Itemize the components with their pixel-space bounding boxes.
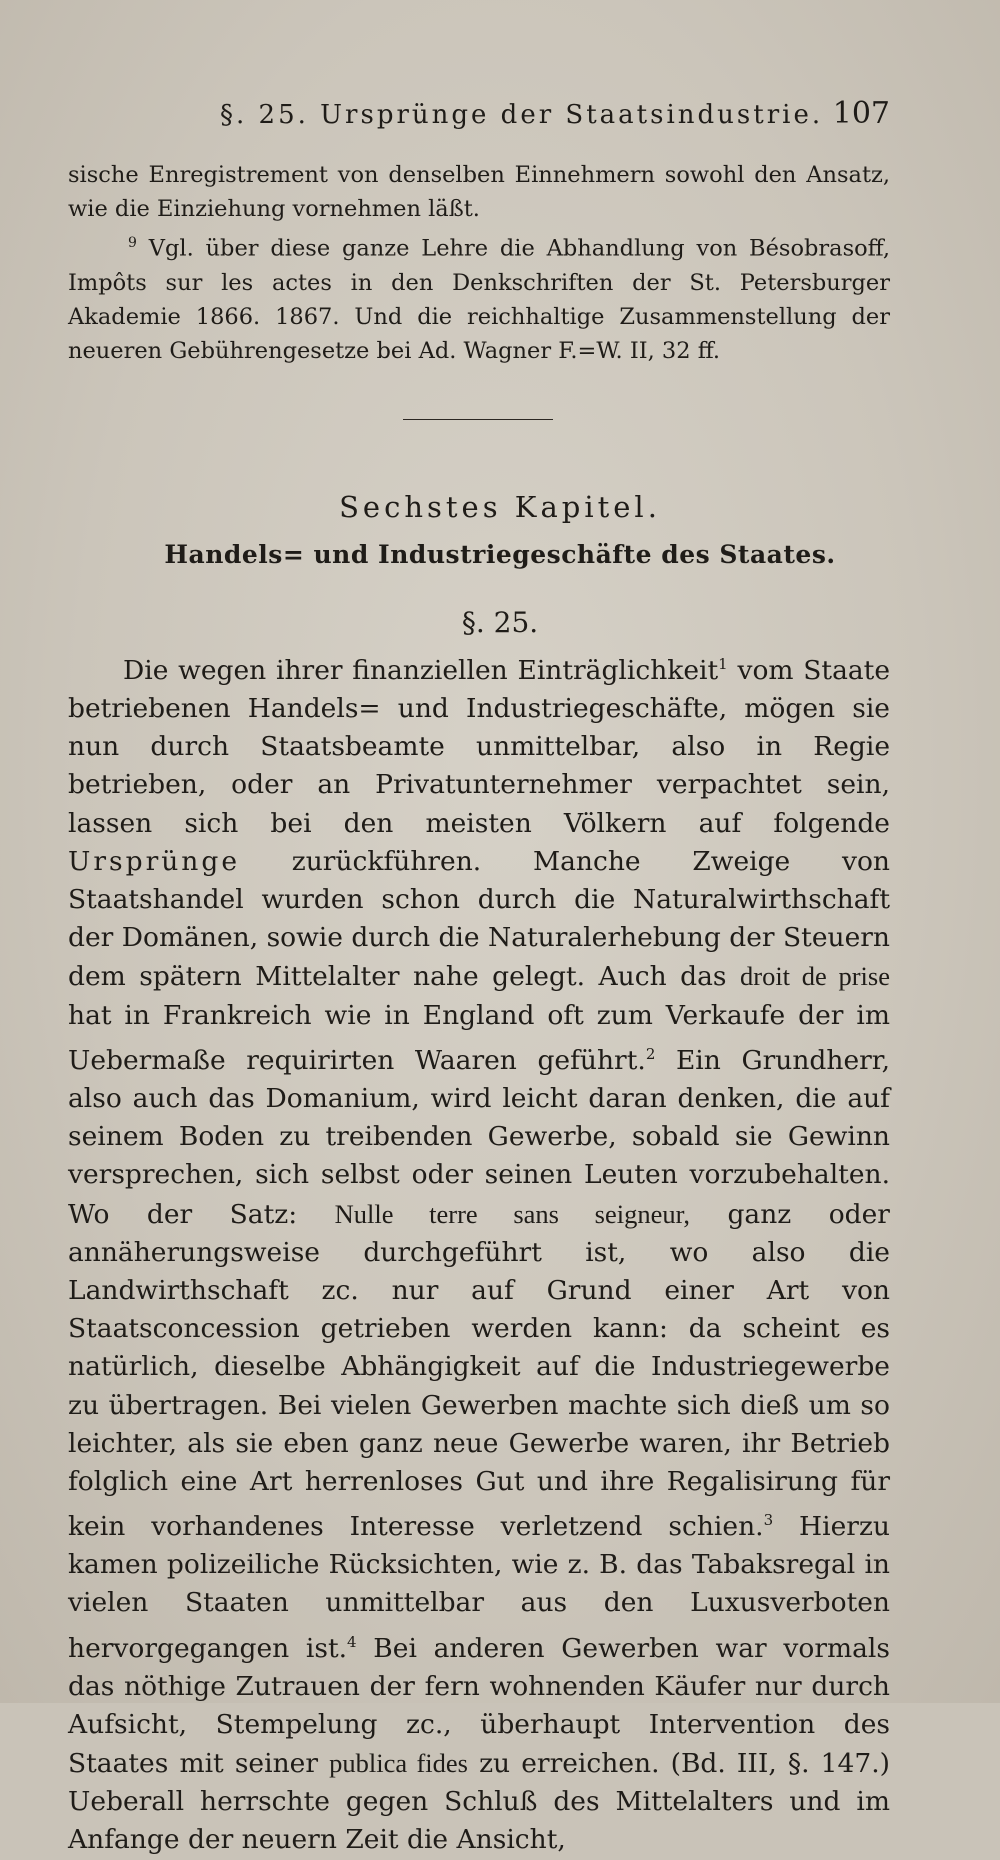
footnote-9-text: Vgl. über diese ganze Lehre die Abhandlung von Bésobrasoff, Impôts sur les actes in den Denkschriften der St. Petersburger Akademie 1866. 1867. Und die reichhaltige Zusammenstellung der neueren Gebührengesetze bei Ad. Wagner F.=W. II, 32 ff. [68, 235, 890, 364]
text-run: zurückführen. Manche Zweige von Staatshandel wurden schon durch die Naturalwirthschaft der Domänen, sowie durch die Naturalerhebung der Steuern dem spätern Mittelalter nahe gelegt. Auch das [68, 845, 890, 993]
text-run: ganz oder annäherungsweise durchgeführt ist, wo also die Landwirthschaft zc. nur auf Grund einer Art von Staatsconcession getrieben werden kann: da scheint es natürlich, dieselbe Abhängigkeit auf die Industriegewerbe zu übertragen. Bei vielen Gewerben machte sich dieß um so leichter, als sie eben ganz neue Gewerbe waren, ihr Betrieb folglich eine Art herrenloses Gut und ihre Regalisirung für kein vorhandenes Interesse verletzend schien. [68, 1198, 890, 1542]
footnote-ref-1: 1 [718, 655, 728, 673]
emphasized-term: Ursprünge [68, 845, 241, 877]
running-head: §. 25. Ursprünge der Staatsindustrie. [220, 100, 824, 130]
text-run: vom Staate betriebenen Handels= und Industriegeschäfte, mögen sie nun durch Staatsbeamte unmittelbar, also in Regie betrieben, oder an Privatunternehmer verpachtet sein, lassen sich bei den meisten Völkern auf folgende [68, 654, 891, 839]
text-run: hat in Frankreich wie in England oft zum Verkaufe der im Uebermaße requirirten Waaren geführt. [68, 999, 890, 1076]
footnotes [68, 158, 890, 368]
footnote-ref-2: 2 [645, 1044, 656, 1063]
chapter-subtitle: Handels= und Industriegeschäfte des Staates. [164, 540, 836, 569]
footnote-ref-4: 4 [347, 1632, 357, 1651]
footnote-9 [68, 226, 890, 368]
section-number: §. 25. [461, 606, 539, 639]
separator-rule [403, 419, 553, 420]
paragraph [68, 645, 890, 1860]
text-run: Bei anderen Gewerben war vormals das nöthige Zutrauen der fern wohnenden Käufer nur durch Aufsicht, Stempelung zc., überhaupt Intervention des Staates mit seiner [68, 1632, 890, 1779]
latin-phrase: publica fides [329, 1748, 468, 1778]
text-run: zu erreichen. (Bd. III, §. 147.) Ueberall herrschte gegen Schluß des Mittelalters und im Anfange der neuern Zeit die Ansicht, [68, 1748, 891, 1856]
latin-phrase: droit de prise [740, 961, 890, 992]
footnote-9-marker: 9 [128, 235, 137, 251]
text-run: Die wegen ihrer finanziellen Einträglichkeit [123, 654, 719, 686]
page-number: 107 [832, 96, 890, 131]
body-text [68, 645, 890, 1860]
text-run: Ein Grundherr, also auch das Domanium, wird leicht daran denken, die auf seinem Boden zu treibenden Gewerbe, sobald sie Gewinn versprechen, sich selbst oder seinen Leuten vorzubehalten. Wo der Satz: [68, 1044, 890, 1230]
chapter-title: Sechstes Kapitel. [339, 490, 661, 524]
footnote-continuation: sische Enregistrement von denselben Einnehmern sowohl den Ansatz, wie die Einziehung vornehmen läßt. [68, 162, 890, 222]
latin-phrase: Nulle terre sans seigneur, [334, 1198, 690, 1229]
footnote-ref-3: 3 [763, 1511, 774, 1530]
page-header [220, 96, 890, 140]
text-run: Hierzu kamen polizeiliche Rücksichten, wie z. B. das Tabaksregal in vielen Staaten unmittelbar aus den Luxusverboten hervorgegangen ist. [68, 1510, 890, 1664]
